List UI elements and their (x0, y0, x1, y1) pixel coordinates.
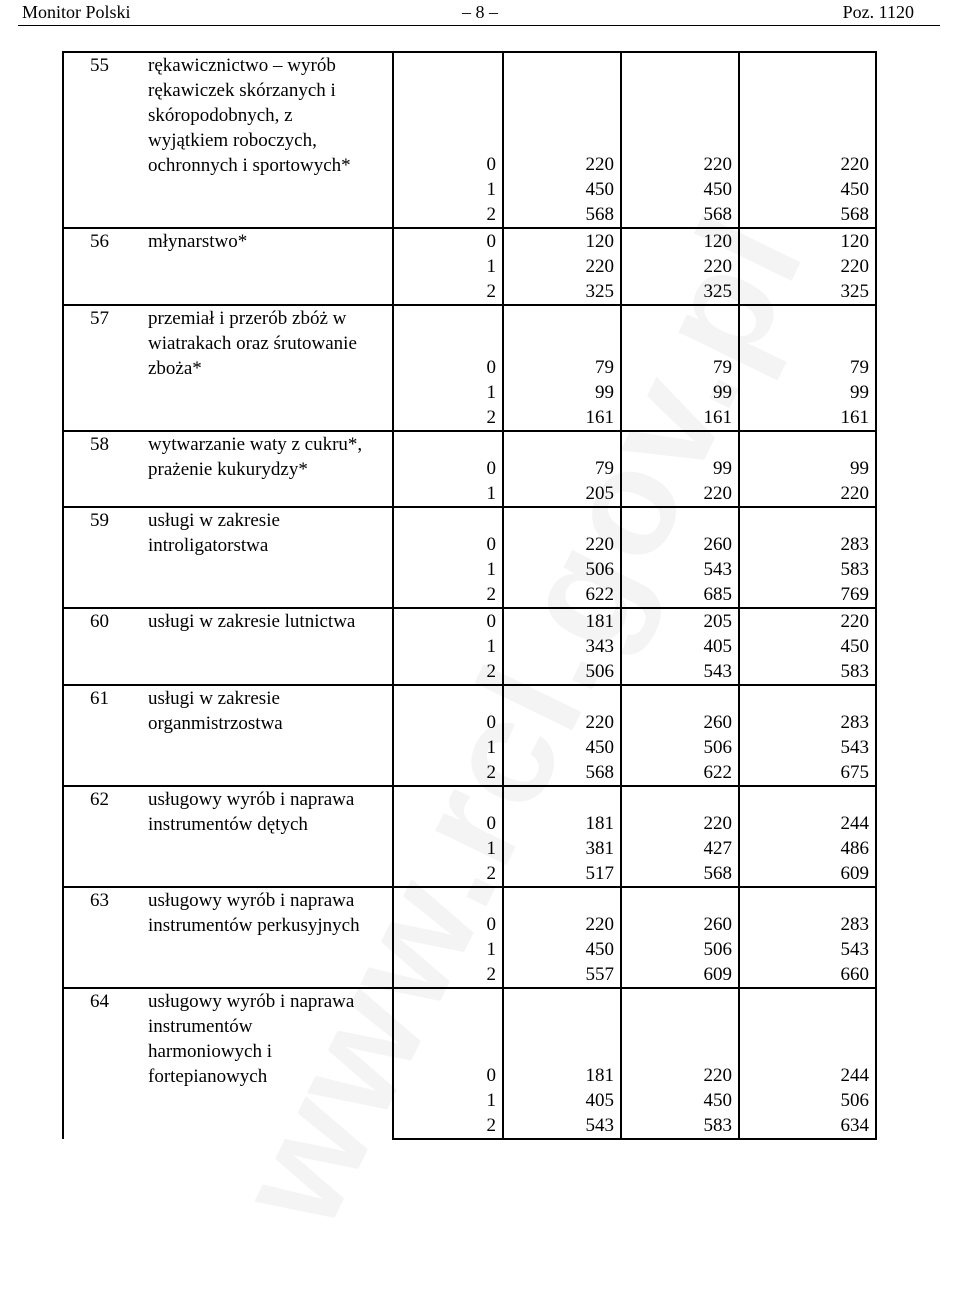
rate-value-cell: 405 (503, 1088, 621, 1113)
activity-cell (63, 887, 393, 988)
activity-label-line: usługi w zakresie (148, 688, 280, 709)
employment-level-cell: 2 (393, 861, 503, 887)
employment-level-cell: 0 (393, 507, 503, 557)
activity-label-line: zboża* (148, 358, 202, 379)
activity-label (148, 432, 392, 482)
rate-value-cell: 220 (739, 481, 876, 507)
position-number: Poz. 1120 (842, 2, 914, 22)
rate-value-cell: 583 (739, 659, 876, 685)
rate-value-cell: 220 (739, 52, 876, 177)
rate-value-cell: 161 (503, 405, 621, 431)
activity-cell (63, 786, 393, 887)
rate-value-cell: 675 (739, 760, 876, 786)
rate-value-cell: 79 (621, 305, 739, 380)
rate-value-cell: 260 (621, 685, 739, 735)
employment-level-cell: 2 (393, 962, 503, 988)
activity-label (148, 508, 392, 558)
rate-value-cell: 283 (739, 685, 876, 735)
row-number: 57 (90, 308, 109, 329)
rate-value-cell: 120 (739, 228, 876, 254)
rate-value-cell: 220 (621, 786, 739, 836)
rate-value-cell: 450 (503, 937, 621, 962)
rate-value-cell: 99 (503, 380, 621, 405)
row-number: 62 (90, 789, 109, 810)
rate-value-cell: 205 (621, 608, 739, 634)
rate-value-cell: 181 (503, 786, 621, 836)
header-rule (18, 25, 940, 26)
employment-level-cell: 2 (393, 1113, 503, 1139)
rate-value-cell: 220 (503, 254, 621, 279)
employment-level-cell: 1 (393, 937, 503, 962)
rate-value-cell: 506 (503, 557, 621, 582)
page-number: – 8 – (462, 2, 498, 22)
employment-level-cell: 2 (393, 582, 503, 608)
activity-label-line: wyjątkiem roboczych, (148, 130, 317, 151)
employment-level-cell: 1 (393, 557, 503, 582)
activity-label-line: skóropodobnych, z (148, 105, 293, 126)
table-row (63, 507, 876, 557)
rate-value-cell: 622 (621, 760, 739, 786)
rate-value-cell: 220 (503, 507, 621, 557)
activity-label-line: harmoniowych i (148, 1041, 273, 1062)
employment-level-cell: 0 (393, 786, 503, 836)
activity-cell (63, 52, 393, 228)
activity-label (148, 53, 392, 178)
row-number: 56 (90, 231, 109, 252)
employment-level-cell: 0 (393, 431, 503, 481)
employment-level-cell: 0 (393, 228, 503, 254)
activity-cell (63, 305, 393, 431)
activity-label (148, 989, 392, 1089)
rate-value-cell: 220 (739, 254, 876, 279)
employment-level-cell: 0 (393, 685, 503, 735)
row-number: 63 (90, 890, 109, 911)
rate-value-cell: 283 (739, 507, 876, 557)
publication-title: Monitor Polski (22, 2, 131, 22)
employment-level-cell: 2 (393, 202, 503, 228)
rate-value-cell: 557 (503, 962, 621, 988)
activity-label-line: usługi w zakresie (148, 510, 280, 531)
activity-label (148, 609, 392, 634)
rate-value-cell: 244 (739, 988, 876, 1088)
rate-value-cell: 609 (739, 861, 876, 887)
activity-label (148, 686, 392, 736)
rate-value-cell: 609 (621, 962, 739, 988)
rate-value-cell: 543 (739, 937, 876, 962)
rate-value-cell: 583 (739, 557, 876, 582)
employment-level-cell: 1 (393, 836, 503, 861)
employment-level-cell: 1 (393, 735, 503, 760)
rate-value-cell: 325 (621, 279, 739, 305)
rate-value-cell: 79 (739, 305, 876, 380)
activity-label-line: instrumentów perkusyjnych (148, 915, 360, 936)
table-row (63, 685, 876, 735)
activity-label-line: organmistrzostwa (148, 713, 283, 734)
employment-level-cell: 0 (393, 887, 503, 937)
employment-level-cell: 1 (393, 380, 503, 405)
activity-cell (63, 507, 393, 608)
rate-value-cell: 220 (503, 887, 621, 937)
activity-label-line: introligatorstwa (148, 535, 269, 556)
rate-value-cell: 220 (621, 52, 739, 177)
table-row (63, 228, 876, 254)
activity-label-line: przemiał i przerób zbóż w (148, 308, 347, 329)
rate-value-cell: 450 (621, 177, 739, 202)
rate-value-cell: 506 (621, 735, 739, 760)
activity-label-line: rękawicznictwo – wyrób (148, 55, 336, 76)
rates-table (62, 51, 877, 1140)
rate-value-cell: 568 (503, 760, 621, 786)
employment-level-cell: 0 (393, 608, 503, 634)
rate-value-cell: 244 (739, 786, 876, 836)
rate-value-cell: 660 (739, 962, 876, 988)
activity-label (148, 888, 392, 938)
rate-value-cell: 161 (621, 405, 739, 431)
activity-cell (63, 608, 393, 685)
activity-label (148, 229, 392, 254)
rate-value-cell: 450 (503, 735, 621, 760)
rate-value-cell: 220 (621, 481, 739, 507)
rate-value-cell: 427 (621, 836, 739, 861)
employment-level-cell: 1 (393, 1088, 503, 1113)
activity-label-line: instrumentów dętych (148, 814, 308, 835)
rate-value-cell: 381 (503, 836, 621, 861)
table-row (63, 52, 876, 177)
activity-label-line: rękawiczek skórzanych i (148, 80, 336, 101)
employment-level-cell: 1 (393, 254, 503, 279)
rate-value-cell: 405 (621, 634, 739, 659)
table-row (63, 431, 876, 481)
rate-value-cell: 283 (739, 887, 876, 937)
employment-level-cell: 2 (393, 405, 503, 431)
rate-value-cell: 161 (739, 405, 876, 431)
table-row (63, 988, 876, 1088)
rate-value-cell: 343 (503, 634, 621, 659)
rate-value-cell: 260 (621, 507, 739, 557)
rate-value-cell: 120 (503, 228, 621, 254)
rate-value-cell: 79 (503, 305, 621, 380)
rate-value-cell: 543 (503, 1113, 621, 1139)
rate-value-cell: 506 (621, 937, 739, 962)
row-number: 64 (90, 991, 109, 1012)
row-number: 61 (90, 688, 109, 709)
rate-value-cell: 120 (621, 228, 739, 254)
activity-label (148, 787, 392, 837)
row-number: 59 (90, 510, 109, 531)
activity-label-line: wytwarzanie waty z cukru*, (148, 434, 363, 455)
activity-label-line: fortepianowych (148, 1066, 268, 1087)
rate-value-cell: 568 (739, 202, 876, 228)
activity-label-line: instrumentów (148, 1016, 253, 1037)
employment-level-cell: 2 (393, 760, 503, 786)
activity-cell (63, 228, 393, 305)
table-row (63, 608, 876, 634)
activity-label-line: usługowy wyrób i naprawa (148, 890, 355, 911)
activity-cell (63, 988, 393, 1139)
rate-value-cell: 543 (621, 557, 739, 582)
rate-value-cell: 568 (621, 861, 739, 887)
row-number: 55 (90, 55, 109, 76)
rate-value-cell: 99 (621, 380, 739, 405)
employment-level-cell: 2 (393, 279, 503, 305)
rate-value-cell: 769 (739, 582, 876, 608)
employment-level-cell: 1 (393, 634, 503, 659)
activity-label-line: prażenie kukurydzy* (148, 459, 308, 480)
rate-value-cell: 450 (739, 177, 876, 202)
activity-label-line: młynarstwo* (148, 231, 248, 252)
employment-level-cell: 0 (393, 305, 503, 380)
rate-value-cell: 450 (621, 1088, 739, 1113)
activity-label-line: wiatrakach oraz śrutowanie (148, 333, 357, 354)
row-number: 58 (90, 434, 109, 455)
rate-value-cell: 568 (503, 202, 621, 228)
rate-value-cell: 99 (739, 431, 876, 481)
rate-value-cell: 220 (739, 608, 876, 634)
rate-value-cell: 99 (739, 380, 876, 405)
rate-value-cell: 568 (621, 202, 739, 228)
rate-value-cell: 543 (739, 735, 876, 760)
rate-value-cell: 79 (503, 431, 621, 481)
rate-value-cell: 622 (503, 582, 621, 608)
rate-value-cell: 325 (739, 279, 876, 305)
rate-value-cell: 685 (621, 582, 739, 608)
rate-value-cell: 260 (621, 887, 739, 937)
activity-cell (63, 685, 393, 786)
employment-level-cell: 2 (393, 659, 503, 685)
activity-label-line: usługi w zakresie lutnictwa (148, 611, 356, 632)
row-number: 60 (90, 611, 109, 632)
rate-value-cell: 181 (503, 608, 621, 634)
employment-level-cell: 1 (393, 177, 503, 202)
rate-value-cell: 325 (503, 279, 621, 305)
employment-level-cell: 0 (393, 988, 503, 1088)
rate-value-cell: 220 (621, 988, 739, 1088)
activity-label-line: usługowy wyrób i naprawa (148, 991, 355, 1012)
table-row (63, 305, 876, 380)
rate-value-cell: 543 (621, 659, 739, 685)
activity-cell (63, 431, 393, 507)
rate-value-cell: 450 (503, 177, 621, 202)
rate-value-cell: 506 (739, 1088, 876, 1113)
rate-value-cell: 220 (503, 52, 621, 177)
activity-label-line: usługowy wyrób i naprawa (148, 789, 355, 810)
table-row (63, 887, 876, 937)
table-row (63, 786, 876, 836)
rate-value-cell: 181 (503, 988, 621, 1088)
rate-value-cell: 450 (739, 634, 876, 659)
rate-value-cell: 583 (621, 1113, 739, 1139)
rate-value-cell: 220 (621, 254, 739, 279)
rate-value-cell: 220 (503, 685, 621, 735)
employment-level-cell: 0 (393, 52, 503, 177)
employment-level-cell: 1 (393, 481, 503, 507)
activity-label (148, 306, 392, 381)
page-header (0, 0, 960, 26)
activity-label-line: ochronnych i sportowych* (148, 155, 351, 176)
rate-value-cell: 634 (739, 1113, 876, 1139)
rate-value-cell: 506 (503, 659, 621, 685)
rate-value-cell: 205 (503, 481, 621, 507)
rate-value-cell: 517 (503, 861, 621, 887)
rate-value-cell: 99 (621, 431, 739, 481)
rate-value-cell: 486 (739, 836, 876, 861)
